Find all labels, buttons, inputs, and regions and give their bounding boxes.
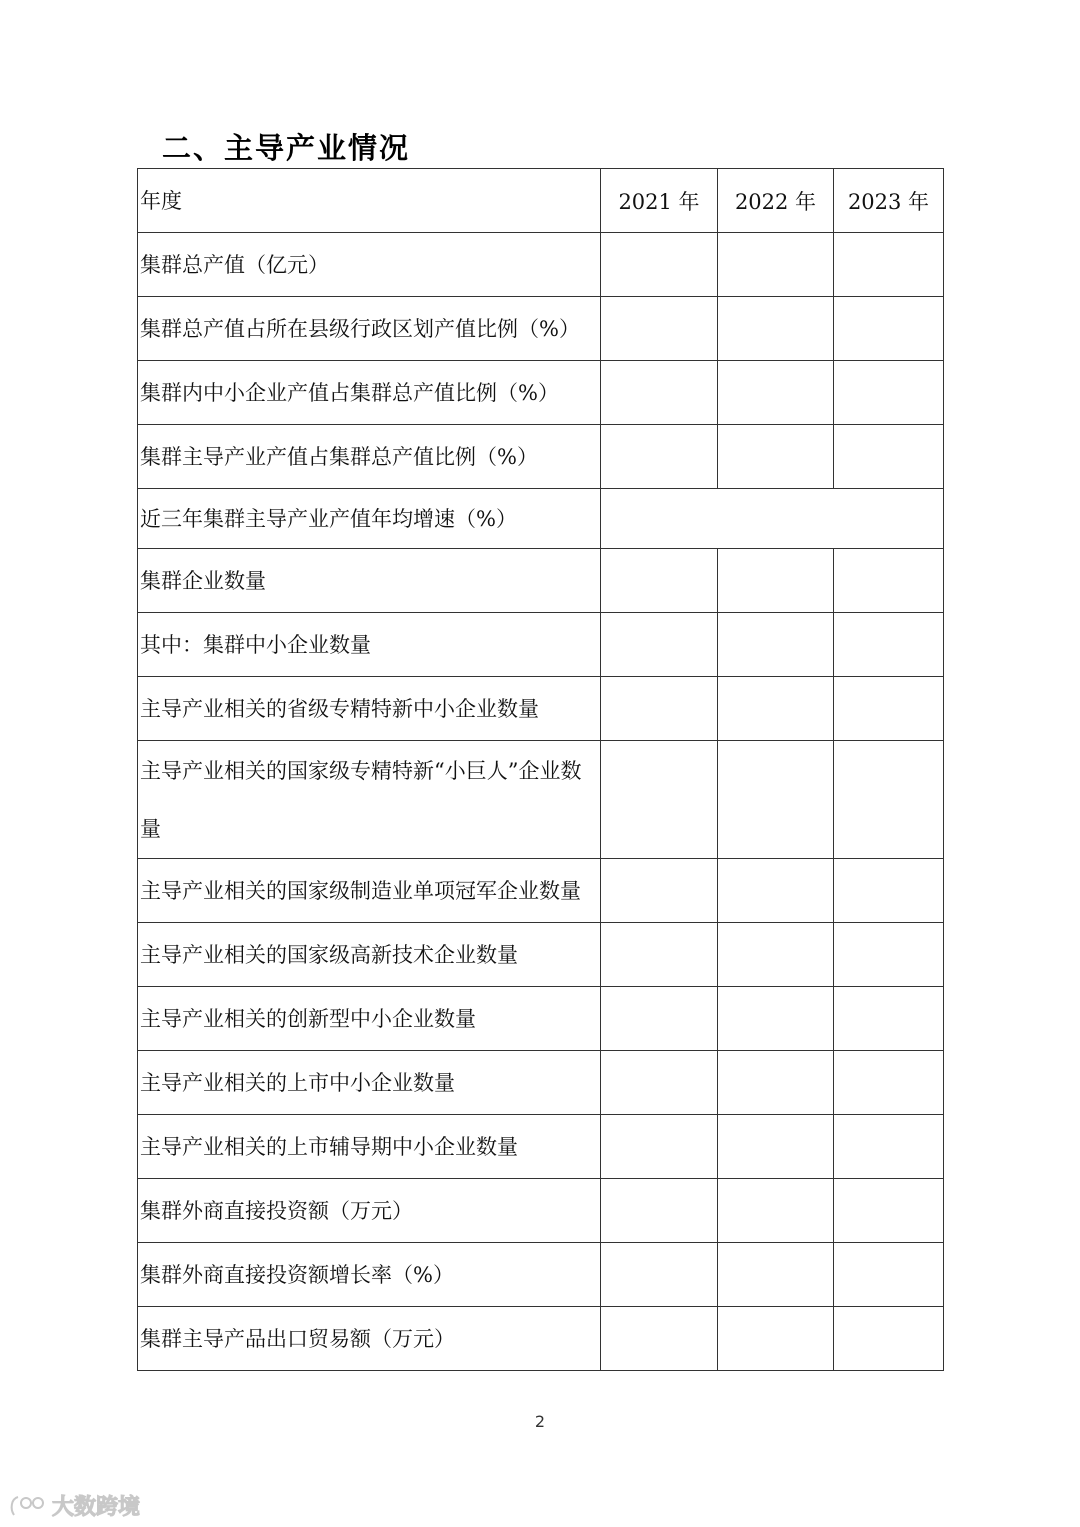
value-cell-2021[interactable] bbox=[601, 361, 718, 425]
table-row bbox=[138, 741, 944, 859]
table-row bbox=[138, 425, 944, 489]
value-cell-2022[interactable] bbox=[718, 677, 834, 741]
value-cell-2021[interactable] bbox=[601, 425, 718, 489]
value-cell-2021[interactable] bbox=[601, 1307, 718, 1371]
row-label: 集群企业数量 bbox=[138, 549, 601, 613]
value-cell-2021[interactable] bbox=[601, 613, 718, 677]
table-row bbox=[138, 613, 944, 677]
header-label-cell: 年度 bbox=[138, 169, 601, 233]
value-cell-2023[interactable] bbox=[834, 1115, 944, 1179]
table-row bbox=[138, 361, 944, 425]
value-cell-2021[interactable] bbox=[601, 987, 718, 1051]
row-label: 主导产业相关的上市辅导期中小企业数量 bbox=[138, 1115, 601, 1179]
value-cell-2021[interactable] bbox=[601, 549, 718, 613]
table-row bbox=[138, 1243, 944, 1307]
value-cell-2022[interactable] bbox=[718, 1115, 834, 1179]
row-label: 集群外商直接投资额（万元） bbox=[138, 1179, 601, 1243]
page-number: 2 bbox=[534, 1412, 546, 1431]
row-label: 主导产业相关的国家级专精特新“小巨人”企业数量 bbox=[138, 741, 601, 859]
table-row bbox=[138, 1115, 944, 1179]
header-year-2023: 2023 年 bbox=[834, 169, 944, 233]
value-cell-2021[interactable] bbox=[601, 1243, 718, 1307]
row-label: 主导产业相关的省级专精特新中小企业数量 bbox=[138, 677, 601, 741]
row-label: 集群外商直接投资额增长率（%） bbox=[138, 1243, 601, 1307]
row-label: 集群主导产品出口贸易额（万元） bbox=[138, 1307, 601, 1371]
value-cell-merged[interactable] bbox=[601, 489, 944, 549]
value-cell-2023[interactable] bbox=[834, 425, 944, 489]
table-row bbox=[138, 677, 944, 741]
table-row bbox=[138, 549, 944, 613]
value-cell-2022[interactable] bbox=[718, 987, 834, 1051]
value-cell-2023[interactable] bbox=[834, 361, 944, 425]
value-cell-2022[interactable] bbox=[718, 549, 834, 613]
value-cell-2021[interactable] bbox=[601, 677, 718, 741]
row-label: 其中：集群中小企业数量 bbox=[138, 613, 601, 677]
value-cell-2023[interactable] bbox=[834, 859, 944, 923]
value-cell-2021[interactable] bbox=[601, 1179, 718, 1243]
value-cell-2023[interactable] bbox=[834, 741, 944, 859]
value-cell-2023[interactable] bbox=[834, 1307, 944, 1371]
row-label: 主导产业相关的国家级制造业单项冠军企业数量 bbox=[138, 859, 601, 923]
value-cell-2022[interactable] bbox=[718, 741, 834, 859]
value-cell-2022[interactable] bbox=[718, 233, 834, 297]
row-label: 主导产业相关的创新型中小企业数量 bbox=[138, 987, 601, 1051]
table-row bbox=[138, 859, 944, 923]
value-cell-2022[interactable] bbox=[718, 1243, 834, 1307]
value-cell-2023[interactable] bbox=[834, 613, 944, 677]
row-label: 主导产业相关的国家级高新技术企业数量 bbox=[138, 923, 601, 987]
value-cell-2021[interactable] bbox=[601, 297, 718, 361]
industry-indicators-table bbox=[137, 168, 944, 1371]
value-cell-2023[interactable] bbox=[834, 1051, 944, 1115]
value-cell-2021[interactable] bbox=[601, 741, 718, 859]
row-label: 集群总产值（亿元） bbox=[138, 233, 601, 297]
value-cell-2022[interactable] bbox=[718, 425, 834, 489]
table-row bbox=[138, 1307, 944, 1371]
value-cell-2021[interactable] bbox=[601, 1051, 718, 1115]
table-row bbox=[138, 1179, 944, 1243]
value-cell-2021[interactable] bbox=[601, 923, 718, 987]
row-label: 主导产业相关的上市中小企业数量 bbox=[138, 1051, 601, 1115]
value-cell-2023[interactable] bbox=[834, 549, 944, 613]
watermark bbox=[8, 1490, 140, 1521]
value-cell-2022[interactable] bbox=[718, 1307, 834, 1371]
table-row bbox=[138, 923, 944, 987]
value-cell-2022[interactable] bbox=[718, 613, 834, 677]
watermark-text: 大数跨境 bbox=[52, 1495, 141, 1520]
value-cell-2022[interactable] bbox=[718, 1051, 834, 1115]
watermark-logo-icon bbox=[8, 1493, 48, 1519]
value-cell-2022[interactable] bbox=[718, 923, 834, 987]
header-year-2022: 2022 年 bbox=[718, 169, 834, 233]
value-cell-2023[interactable] bbox=[834, 987, 944, 1051]
section-heading: 二、主导产业情况 bbox=[162, 131, 411, 165]
row-label: 近三年集群主导产业产值年均增速（%） bbox=[138, 489, 601, 549]
table-row bbox=[138, 489, 944, 549]
value-cell-2023[interactable] bbox=[834, 923, 944, 987]
value-cell-2023[interactable] bbox=[834, 1179, 944, 1243]
row-label: 集群总产值占所在县级行政区划产值比例（%） bbox=[138, 297, 601, 361]
table-row bbox=[138, 297, 944, 361]
table-row bbox=[138, 1051, 944, 1115]
table-row bbox=[138, 987, 944, 1051]
value-cell-2021[interactable] bbox=[601, 859, 718, 923]
row-label: 集群主导产业产值占集群总产值比例（%） bbox=[138, 425, 601, 489]
row-label: 集群内中小企业产值占集群总产值比例（%） bbox=[138, 361, 601, 425]
value-cell-2022[interactable] bbox=[718, 1179, 834, 1243]
table-header-row bbox=[138, 169, 944, 233]
value-cell-2021[interactable] bbox=[601, 233, 718, 297]
header-year-2021: 2021 年 bbox=[601, 169, 718, 233]
value-cell-2023[interactable] bbox=[834, 233, 944, 297]
value-cell-2023[interactable] bbox=[834, 677, 944, 741]
value-cell-2022[interactable] bbox=[718, 297, 834, 361]
value-cell-2021[interactable] bbox=[601, 1115, 718, 1179]
table-row bbox=[138, 233, 944, 297]
value-cell-2023[interactable] bbox=[834, 297, 944, 361]
value-cell-2022[interactable] bbox=[718, 859, 834, 923]
value-cell-2023[interactable] bbox=[834, 1243, 944, 1307]
value-cell-2022[interactable] bbox=[718, 361, 834, 425]
